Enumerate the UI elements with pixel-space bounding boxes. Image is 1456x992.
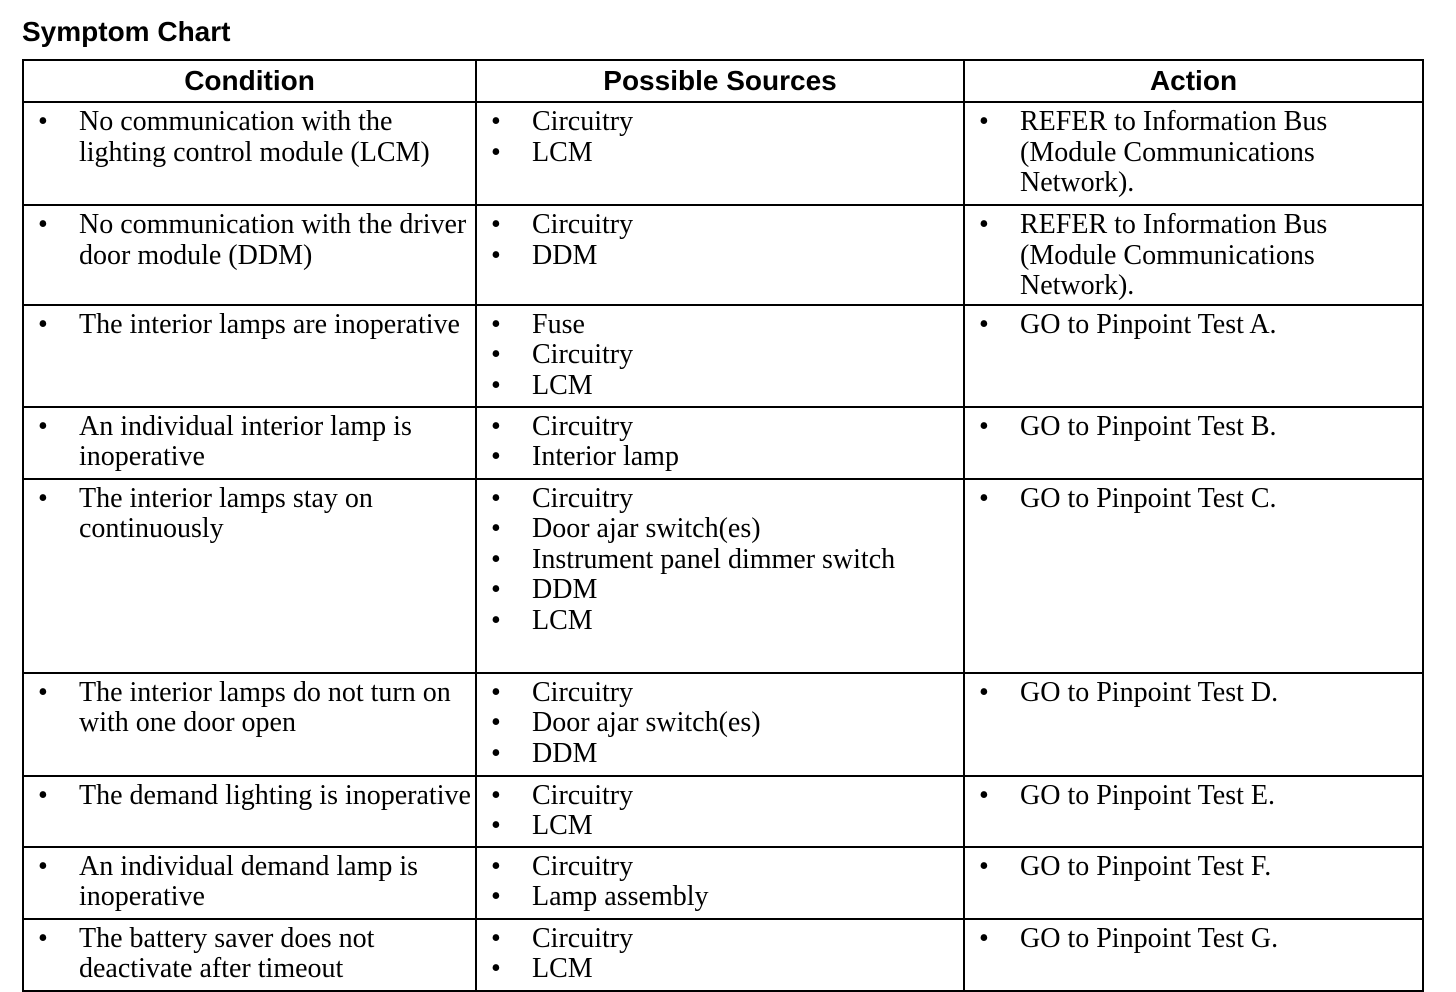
action-cell [964,673,1423,776]
condition-text: • The interior lamps stay on continuously [24,484,471,545]
action-text: • GO to Pinpoint Test A. [965,310,1418,341]
possible-sources-cell [476,102,964,205]
action-text: • REFER to Information Bus (Module Communications Network). [965,107,1418,199]
action-text: • GO to Pinpoint Test E. [965,781,1418,812]
source-item: • Circuitry [477,924,959,955]
action-header: Action [964,60,1423,102]
table-row [23,479,1423,673]
source-item: • LCM [477,138,959,169]
source-item: • LCM [477,371,959,402]
table-row [23,776,1423,847]
source-item: • Circuitry [477,107,959,138]
action-cell [964,919,1423,991]
source-item: • Circuitry [477,484,959,515]
source-item: • Circuitry [477,210,959,241]
possible-sources-cell [476,847,964,919]
source-item: • Circuitry [477,340,959,371]
possible-sources-cell [476,479,964,673]
action-cell [964,102,1423,205]
source-item: • Circuitry [477,852,959,883]
condition-cell [23,407,476,479]
source-item: • LCM [477,811,959,842]
source-item: • Door ajar switch(es) [477,514,959,545]
condition-text: • The battery saver does not deactivate after timeout [24,924,471,985]
condition-cell [23,479,476,673]
possible-sources-cell [476,673,964,776]
condition-cell [23,847,476,919]
symptom-table [22,59,1424,992]
header-row [23,60,1423,102]
source-item: • Door ajar switch(es) [477,708,959,739]
source-item: • LCM [477,954,959,985]
source-item: • DDM [477,575,959,606]
action-cell [964,305,1423,407]
possible-sources-cell [476,776,964,847]
condition-header: Condition [23,60,476,102]
possible-sources-header: Possible Sources [476,60,964,102]
condition-text: • No communication with the lighting control module (LCM) [24,107,471,168]
source-item: • Interior lamp [477,442,959,473]
page-title: Symptom Chart [22,16,231,47]
condition-text: • The interior lamps are inoperative [24,310,471,341]
source-item: • Circuitry [477,781,959,812]
source-item: • Circuitry [477,678,959,709]
action-cell [964,847,1423,919]
action-text: • GO to Pinpoint Test B. [965,412,1418,443]
table-row [23,407,1423,479]
table-row [23,102,1423,205]
possible-sources-cell [476,919,964,991]
action-cell [964,776,1423,847]
condition-cell [23,205,476,305]
condition-text: • An individual demand lamp is inoperative [24,852,471,913]
condition-cell [23,102,476,205]
action-text: • GO to Pinpoint Test C. [965,484,1418,515]
table-row [23,673,1423,776]
source-item: • Fuse [477,310,959,341]
condition-text: • The interior lamps do not turn on with one door open [24,678,471,739]
condition-text: • The demand lighting is inoperative [24,781,471,812]
action-text: • REFER to Information Bus (Module Communications Network). [965,210,1418,302]
action-cell [964,479,1423,673]
possible-sources-cell [476,407,964,479]
action-cell [964,205,1423,305]
action-text: • GO to Pinpoint Test F. [965,852,1418,883]
source-item: • Instrument panel dimmer switch [477,545,959,576]
condition-cell [23,919,476,991]
condition-text: • No communication with the driver door module (DDM) [24,210,471,271]
possible-sources-cell [476,205,964,305]
table-row [23,305,1423,407]
table-row [23,205,1423,305]
action-text: • GO to Pinpoint Test G. [965,924,1418,955]
source-item: • LCM [477,606,959,637]
action-cell [964,407,1423,479]
table-row [23,919,1423,991]
possible-sources-cell [476,305,964,407]
condition-cell [23,673,476,776]
source-item: • Lamp assembly [477,882,959,913]
source-item: • Circuitry [477,412,959,443]
condition-text: • An individual interior lamp is inoperative [24,412,471,473]
source-item: • DDM [477,739,959,770]
source-item: • DDM [477,241,959,272]
condition-cell [23,305,476,407]
action-text: • GO to Pinpoint Test D. [965,678,1418,709]
table-row [23,847,1423,919]
condition-cell [23,776,476,847]
